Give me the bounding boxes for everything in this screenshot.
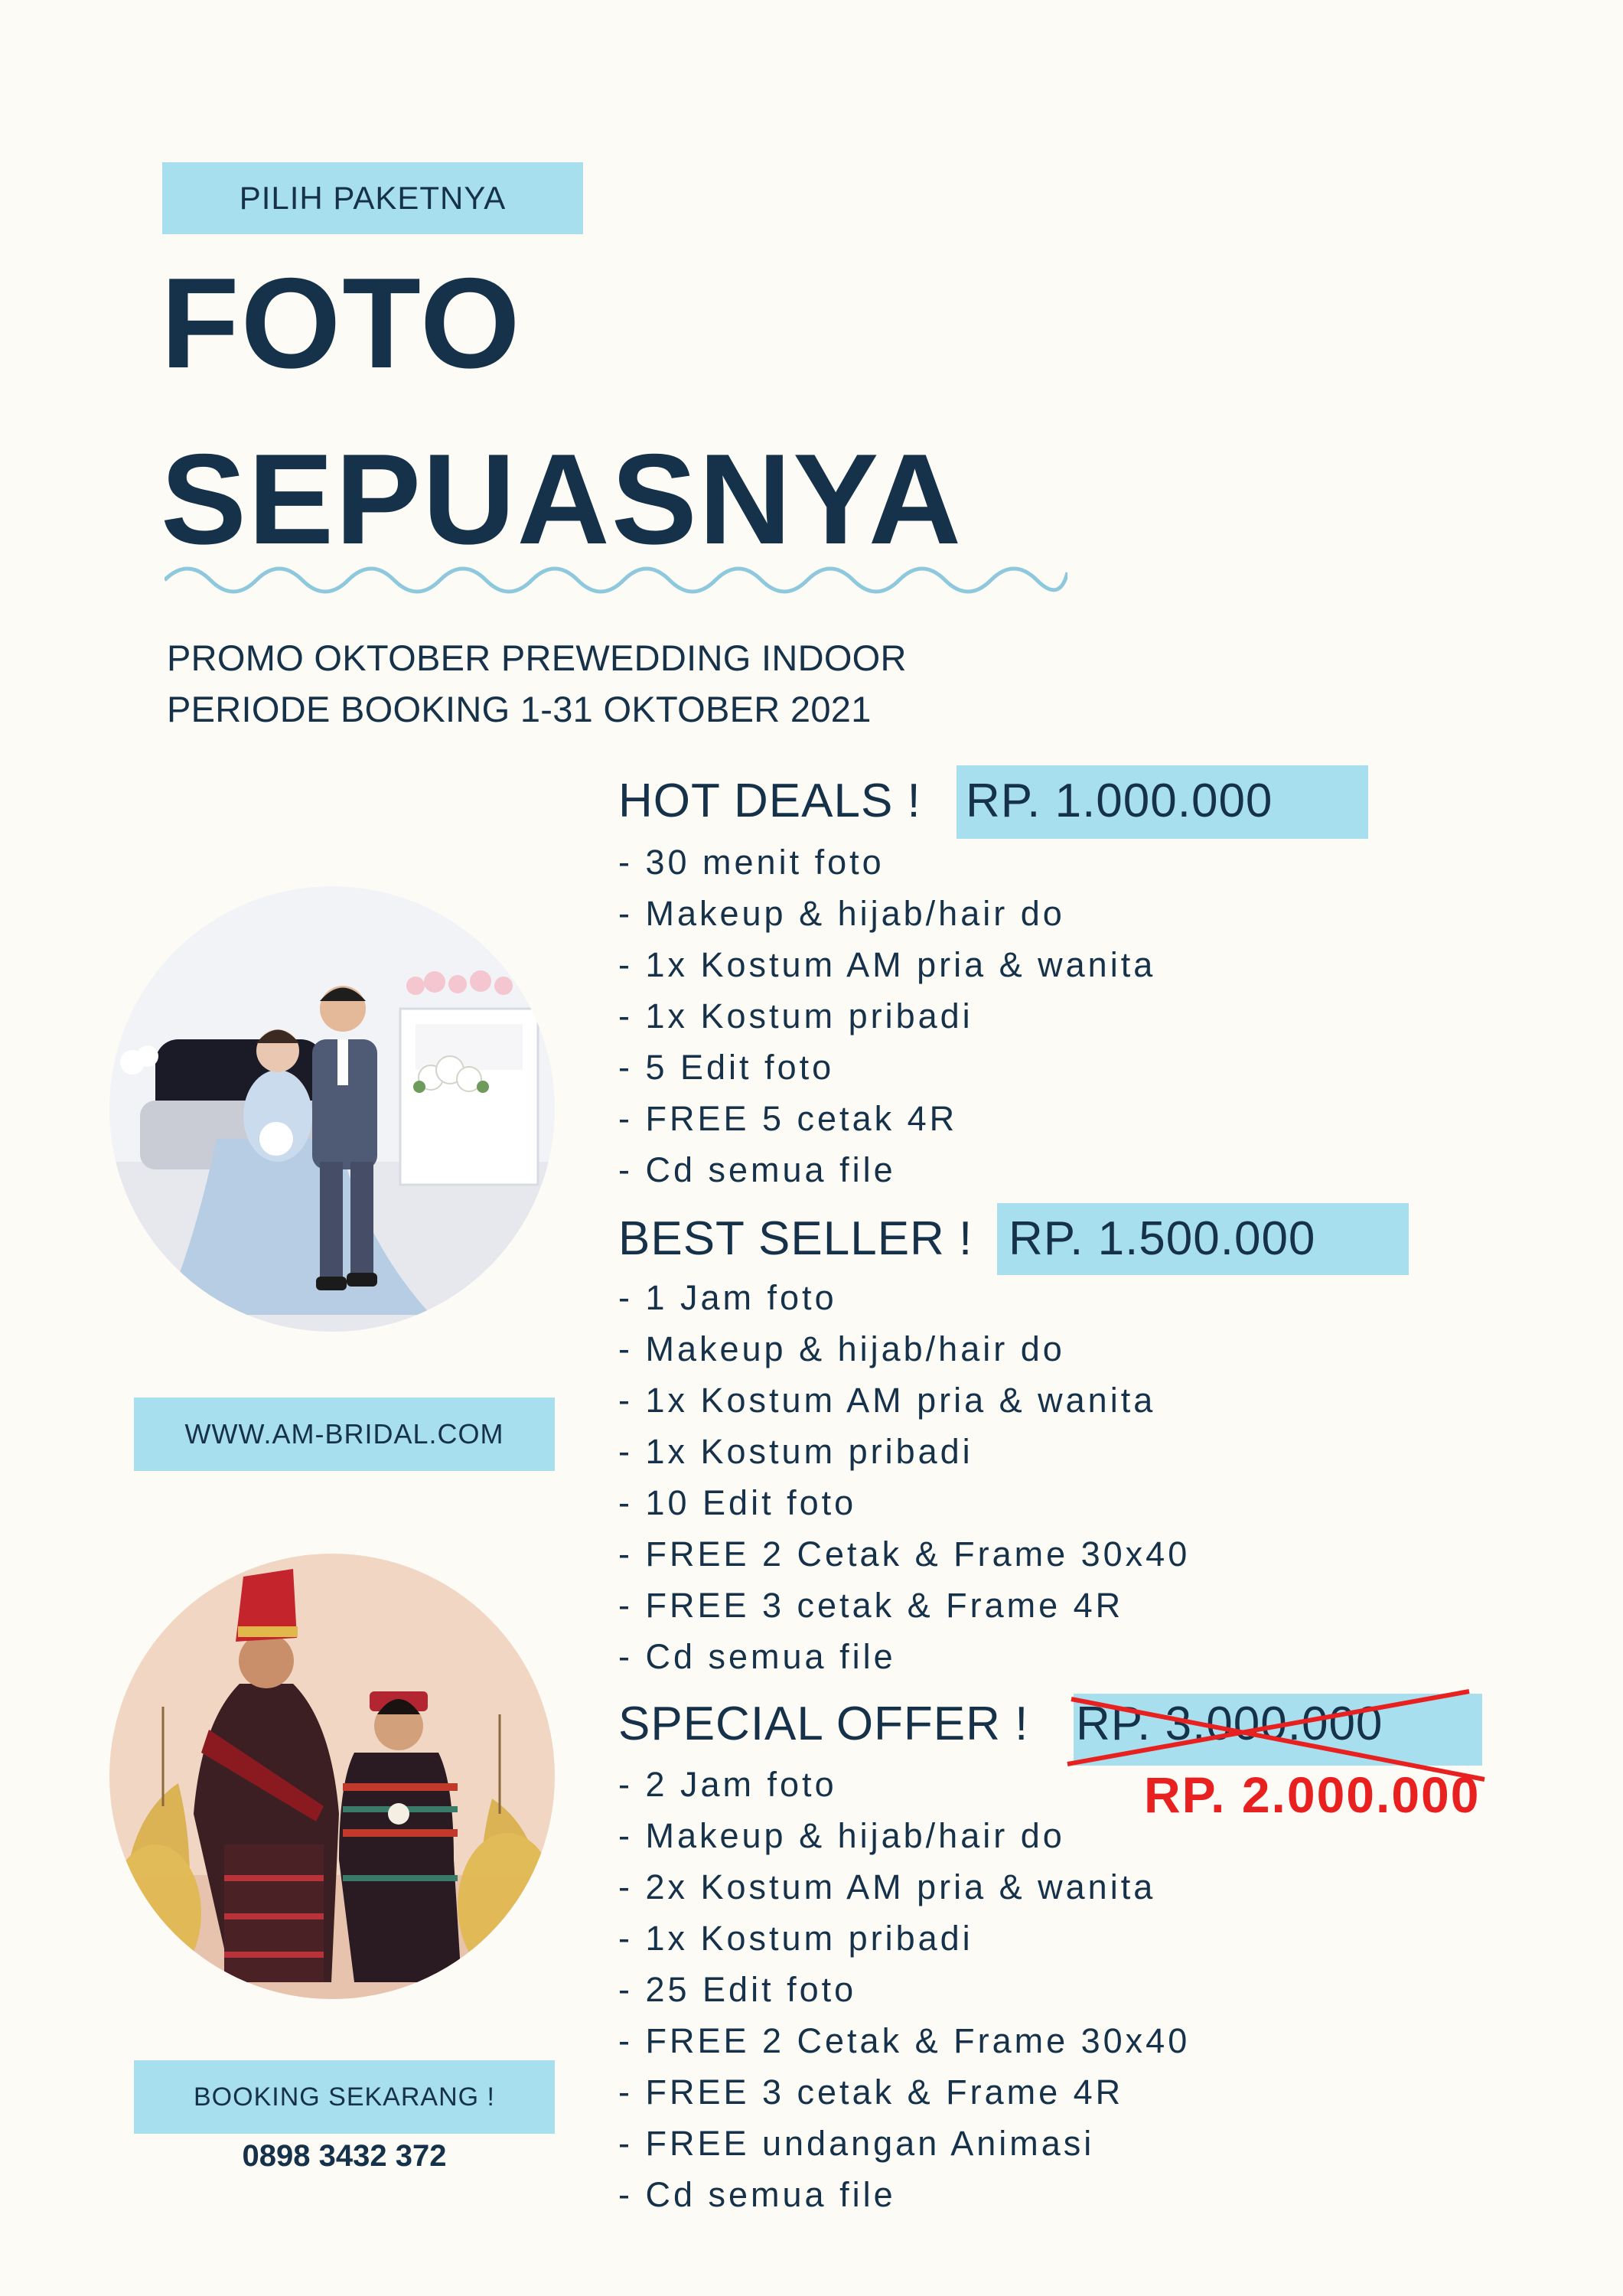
list-item: - Makeup & hijab/hair do <box>618 1329 1065 1368</box>
list-item: - 1x Kostum AM pria & wanita <box>618 1381 1156 1420</box>
list-item: - Cd semua file <box>618 1150 896 1189</box>
promo-line-2: PERIODE BOOKING 1-31 OKTOBER 2021 <box>167 689 872 729</box>
list-item: - FREE 2 Cetak & Frame 30x40 <box>618 1534 1191 1574</box>
couple-photo-studio <box>109 886 555 1332</box>
headline-line-1: FOTO <box>161 251 522 395</box>
list-item: - FREE 3 cetak & Frame 4R <box>618 1586 1124 1625</box>
list-item: - Cd semua file <box>618 1637 896 1676</box>
booking-button[interactable]: BOOKING SEKARANG ! <box>134 2060 555 2134</box>
list-item: - 1x Kostum pribadi <box>618 1432 973 1471</box>
wave-divider <box>165 557 1067 603</box>
package-price-sale: RP. 2.000.000 <box>1144 1766 1481 1823</box>
package-list-special-offer <box>618 1759 1190 2220</box>
couple-photo-traditional <box>109 1554 555 1999</box>
package-price-hot-deals: RP. 1.000.000 <box>966 775 1273 827</box>
list-item: - Makeup & hijab/hair do <box>618 894 1065 933</box>
list-item: - 2 Jam foto <box>618 1765 837 1804</box>
list-item: - 10 Edit foto <box>618 1483 857 1522</box>
package-title-special-offer: SPECIAL OFFER ! <box>618 1698 1029 1750</box>
list-item: - FREE 2 Cetak & Frame 30x40 <box>618 2021 1191 2060</box>
package-title-best-seller: BEST SELLER ! <box>618 1212 973 1265</box>
website-tag: WWW.AM-BRIDAL.COM <box>134 1397 555 1471</box>
list-item: - 25 Edit foto <box>618 1970 857 2009</box>
list-item: - Makeup & hijab/hair do <box>618 1816 1065 1855</box>
package-price-best-seller: RP. 1.500.000 <box>1009 1212 1316 1265</box>
phone-number[interactable]: 0898 3432 372 <box>242 2139 447 2173</box>
list-item: - 2x Kostum AM pria & wanita <box>618 1867 1156 1906</box>
list-item: - 30 menit foto <box>618 843 885 882</box>
headline-line-2: SEPUASNYA <box>161 427 963 571</box>
promo-line-1: PROMO OKTOBER PREWEDDING INDOOR <box>167 638 907 678</box>
package-list-hot-deals <box>618 837 1155 1195</box>
list-item: - 1x Kostum pribadi <box>618 996 973 1035</box>
list-item: - 1x Kostum AM pria & wanita <box>618 945 1156 984</box>
list-item: - 1x Kostum pribadi <box>618 1919 973 1958</box>
list-item: - FREE 3 cetak & Frame 4R <box>618 2073 1124 2112</box>
list-item: - 5 Edit foto <box>618 1048 835 1087</box>
list-item: - Cd semua file <box>618 2175 896 2214</box>
package-title-hot-deals: HOT DEALS ! <box>618 775 921 827</box>
list-item: - FREE undangan Animasi <box>618 2124 1095 2163</box>
package-price-original: RP. 3.000.000 <box>1076 1698 1383 1750</box>
list-item: - FREE 5 cetak 4R <box>618 1099 958 1138</box>
list-item: - 1 Jam foto <box>618 1278 837 1317</box>
header-tag: PILIH PAKETNYA <box>162 162 583 234</box>
package-list-best-seller <box>618 1272 1190 1682</box>
